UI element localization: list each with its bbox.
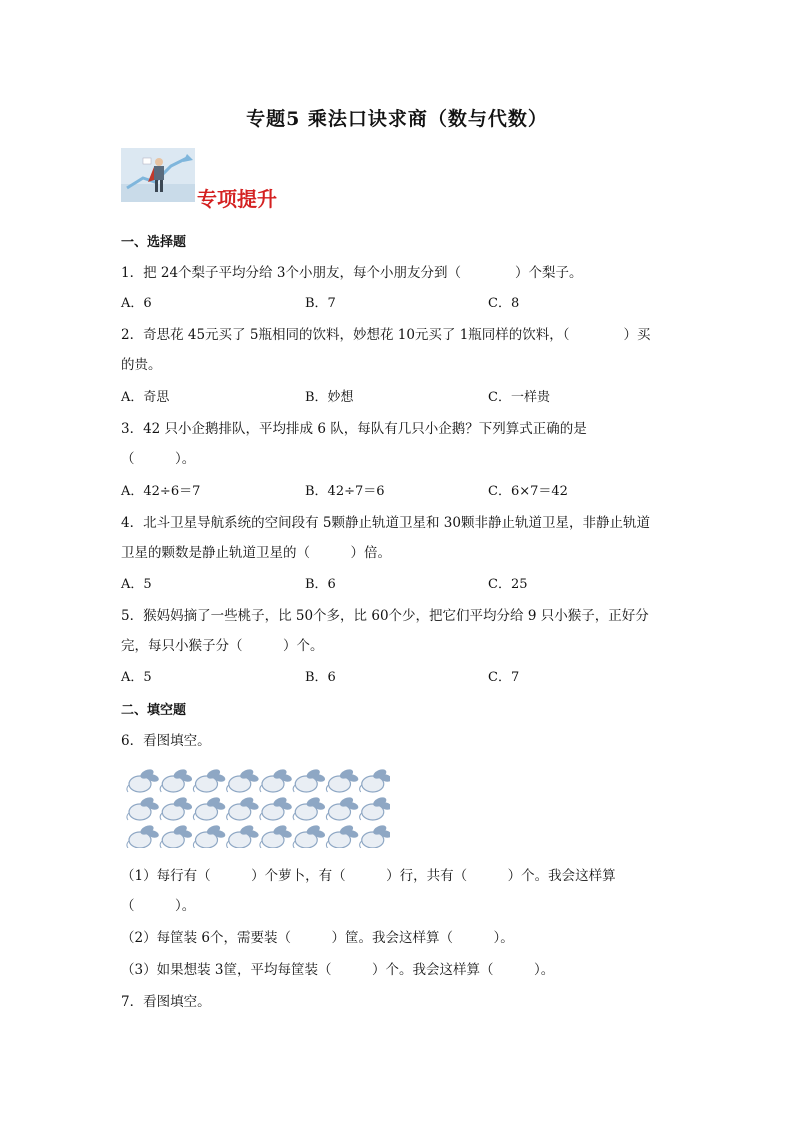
section-choice: 一、选择题 [121, 235, 187, 250]
radish-icon [193, 767, 226, 792]
question-6-part3: （3）如果想装 3筐，平均每筐装（ ）个。我会这样算（ ）。 [121, 962, 555, 978]
question-1: 1．把 24个梨子平均分给 3个小朋友，每个小朋友分到（ ）个梨子。 [121, 265, 583, 281]
question-3-line1: 3．42 只小企鹅排队，平均排成 6 队，每队有几只小企鹅？下列算式正确的是 [121, 421, 587, 437]
question-6-part1-line2: （ ）。 [121, 898, 196, 914]
radish-icon [260, 823, 293, 848]
q3-option-a: A．42÷6＝7 [121, 484, 201, 499]
question-4-line2: 卫星的颗数是静止轨道卫星的（ ）倍。 [121, 545, 391, 561]
question-6-part1-line1: （1）每行有（ ）个萝卜，有（ ）行，共有（ ）个。我会这样算 [121, 868, 616, 884]
q2-option-a: A．奇思 [121, 390, 170, 405]
radish-icon [293, 823, 326, 848]
q4-option-a: A．5 [121, 577, 152, 592]
section-fill: 二、填空题 [121, 703, 187, 718]
radish-icon [160, 823, 193, 848]
q3-option-b: B．42÷7＝6 [305, 484, 385, 499]
question-4-line1: 4．北斗卫星导航系统的空间段有 5颗静止轨道卫星和 30颗非静止轨道卫星，非静止轨道 [121, 515, 650, 531]
q3-option-c: C．6×7＝42 [488, 484, 568, 499]
radish-icon [326, 767, 359, 792]
radish-icon [360, 795, 390, 820]
q5-option-a: A．5 [121, 670, 152, 685]
question-5-line2: 完，每只小猴子分（ ）个。 [121, 638, 324, 654]
radish-icon [227, 823, 260, 848]
radish-icon [227, 767, 260, 792]
radish-icon [260, 795, 293, 820]
radish-icon [227, 795, 260, 820]
question-2-line2: 的贵。 [121, 357, 162, 373]
question-3-line2: （ ）。 [121, 451, 196, 467]
radish-icon [193, 823, 226, 848]
radish-icon [127, 795, 160, 820]
radish-icon [326, 823, 359, 848]
radish-icon [293, 767, 326, 792]
radish-icon [160, 795, 193, 820]
question-5-line1: 5．猴妈妈摘了一些桃子，比 50个多，比 60个少，把它们平均分给 9 只小猴子，正好分 [121, 608, 649, 624]
radish-icon [293, 795, 326, 820]
radish-icon [326, 795, 359, 820]
banner-illustration [121, 148, 195, 202]
q2-option-c: C．一样贵 [488, 390, 550, 405]
q1-option-c: C．8 [488, 296, 520, 311]
q4-option-b: B．6 [305, 577, 336, 592]
radish-grid [124, 764, 390, 848]
radish-icon [260, 767, 293, 792]
question-6-part2: （2）每筐装 6个，需要装（ ）筐。我会这样算（ ）。 [121, 930, 514, 946]
radish-icon [360, 767, 390, 792]
q5-option-c: C．7 [488, 670, 520, 685]
radish-icon [127, 767, 160, 792]
radish-icon [127, 823, 160, 848]
q1-option-b: B．7 [305, 296, 336, 311]
question-6-stem: 6．看图填空。 [121, 733, 211, 749]
page-title: 专题5 乘法口诀求商（数与代数） [246, 108, 548, 130]
q2-option-b: B．妙想 [305, 390, 354, 405]
question-2-line1: 2．奇思花 45元买了 5瓶相同的饮料，妙想花 10元买了 1瓶同样的饮料，（ ）买 [121, 327, 651, 343]
radish-icon [360, 823, 390, 848]
q1-option-a: A．6 [121, 296, 152, 311]
radish-icon [193, 795, 226, 820]
question-7-stem: 7．看图填空。 [121, 994, 211, 1010]
q4-option-c: C．25 [488, 577, 528, 592]
banner-label: 专项提升 [197, 187, 277, 211]
radish-icon [160, 767, 193, 792]
q5-option-b: B．6 [305, 670, 336, 685]
